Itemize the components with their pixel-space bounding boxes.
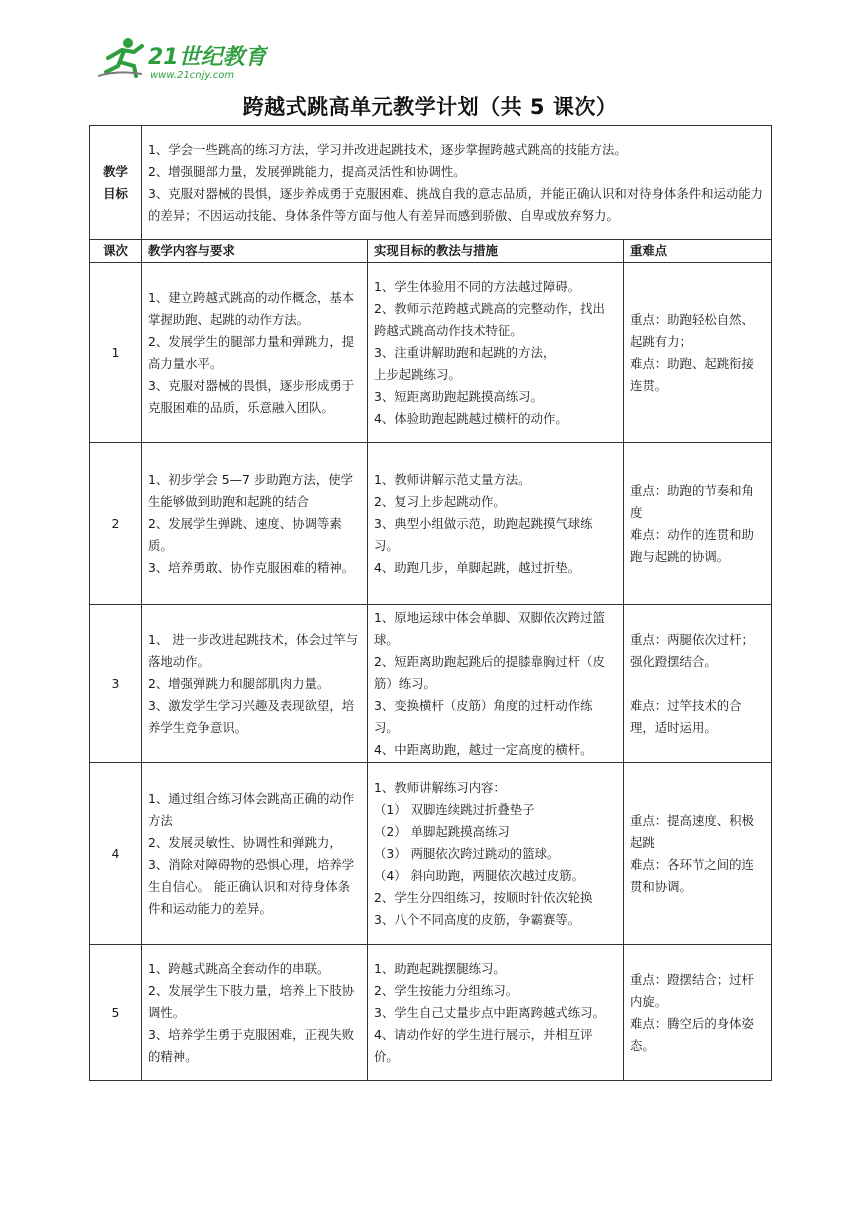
objective-line: 2、增强腿部力量，发展弹跳能力，提高灵活性和协调性。 xyxy=(148,163,466,179)
logo-url: www.21cnjy.com xyxy=(150,70,235,81)
lesson-content-line: 3、激发学生学习兴趣及表现欲望，培养学生竞争意识。 xyxy=(148,697,355,735)
lesson-methods-line: 1、教师讲解示范丈量方法。 xyxy=(374,471,531,487)
lesson-methods xyxy=(368,263,624,443)
lesson-methods-line: 上步起跳练习。 xyxy=(374,366,461,382)
lesson-key-points xyxy=(624,443,772,605)
lesson-methods-line: 2、教师示范跨越式跳高的完整动作，找出跨越式跳高动作技术特征。 xyxy=(374,300,605,338)
header-methods: 实现目标的教法与措施 xyxy=(368,240,624,263)
lesson-key-points-line: 难点：动作的连贯和助跑与起跳的协调。 xyxy=(630,526,754,564)
lesson-key-points xyxy=(624,945,772,1081)
lesson-content xyxy=(142,945,368,1081)
lesson-content xyxy=(142,263,368,443)
lesson-key-points-line: 难点：各环节之间的连贯和协调。 xyxy=(630,856,754,894)
lesson-methods-line: 4、助跑几步，单脚起跳，越过折垫。 xyxy=(374,559,581,575)
objectives-row xyxy=(90,126,772,240)
lesson-content-line: 1、通过组合练习体会跳高正确的动作方法 xyxy=(148,790,355,828)
lesson-methods-line: （1） 双脚连续跳过折叠垫子 xyxy=(374,801,535,817)
lesson-key-points xyxy=(624,263,772,443)
lesson-content-line: 3、克服对器械的畏惧，逐步形成勇于克服困难的品质，乐意融入团队。 xyxy=(148,377,355,415)
lesson-methods-line: 2、学生分四组练习，按顺时针依次轮换 xyxy=(374,889,593,905)
lesson-content-line: 2、发展学生下肢力量，培养上下肢协调性。 xyxy=(148,982,355,1020)
lesson-methods-line: 4、中距离助跑，越过一定高度的横杆。 xyxy=(374,741,593,757)
lesson-key-points xyxy=(624,763,772,945)
lesson-row xyxy=(90,443,772,605)
lesson-row xyxy=(90,263,772,443)
lesson-methods-line: 2、学生按能力分组练习。 xyxy=(374,982,519,998)
lesson-number: 4 xyxy=(90,763,142,945)
lesson-methods-line: 1、学生体验用不同的方法越过障碍。 xyxy=(374,278,581,294)
logo-text: 21世纪教育 xyxy=(148,45,267,70)
lesson-content-line: 3、培养学生勇于克服困难，正视失败的精神。 xyxy=(148,1026,355,1064)
header-row xyxy=(90,240,772,263)
objective-line: 3、克服对器械的畏惧，逐步养成勇于克服困难、挑战自我的意志品质，并能正确认识和对待身体条件和运动能力的差异；不因运动技能、身体条件等方面与他人有差异而感到骄傲、自卑或放弃努力。 xyxy=(148,185,764,223)
lesson-content-line: 1、建立跨越式跳高的动作概念，基本掌握助跑、起跳的动作方法。 xyxy=(148,289,355,327)
lesson-methods-line: （2） 单脚起跳摸高练习 xyxy=(374,823,510,839)
lesson-methods-line: 1、助跑起跳摆腿练习。 xyxy=(374,960,506,976)
objectives-label-text: 教学目标 xyxy=(103,163,128,201)
lesson-content-line: 2、发展学生的腿部力量和弹跳力，提高力量水平。 xyxy=(148,333,355,371)
lesson-methods xyxy=(368,443,624,605)
lesson-key-points-line: 难点：腾空后的身体姿态。 xyxy=(630,1015,754,1053)
header-content: 教学内容与要求 xyxy=(142,240,368,263)
lesson-methods-line: 2、复习上步起跳动作。 xyxy=(374,493,506,509)
lesson-row xyxy=(90,763,772,945)
objective-line: 1、学会一些跳高的练习方法，学习并改进起跳技术，逐步掌握跨越式跳高的技能方法。 xyxy=(148,141,627,157)
lesson-methods-line: 3、典型小组做示范，助跑起跳摸气球练习。 xyxy=(374,515,593,553)
lesson-methods-line: 3、学生自己丈量步点中距离跨越式练习。 xyxy=(374,1004,605,1020)
lesson-key-points xyxy=(624,605,772,763)
lesson-methods-line: 3、变换横杆（皮筋）角度的过杆动作练习。 xyxy=(374,697,593,735)
lesson-number: 5 xyxy=(90,945,142,1081)
lesson-key-points-line: 重点：提高速度、积极起跳 xyxy=(630,812,754,850)
lesson-content-line: 2、发展灵敏性、协调性和弹跳力， xyxy=(148,834,342,850)
lesson-key-points-line: 重点：蹬摆结合；过杆内旋。 xyxy=(630,971,754,1009)
lesson-methods-line: 3、短距离助跑起跳摸高练习。 xyxy=(374,388,543,404)
lesson-key-points-line: 重点：助跑轻松自然、起跳有力； xyxy=(630,311,754,349)
lesson-content-line: 1、 进一步改进起跳技术，体会过竿与落地动作。 xyxy=(148,631,359,669)
lesson-methods-line: 1、教师讲解练习内容： xyxy=(374,779,506,795)
page-title: 跨越式跳高单元教学计划（共 5 课次） xyxy=(242,95,618,119)
objectives-label xyxy=(90,126,142,240)
lesson-row xyxy=(90,605,772,763)
lesson-methods xyxy=(368,763,624,945)
site-logo xyxy=(98,36,268,82)
lesson-methods xyxy=(368,945,624,1081)
lesson-methods-line: 4、请动作好的学生进行展示，并相互评价。 xyxy=(374,1026,593,1064)
header-lesson: 课次 xyxy=(90,240,142,263)
lesson-content-line: 2、增强弹跳力和腿部肌肉力量。 xyxy=(148,675,330,691)
lesson-plan-table xyxy=(89,125,772,1081)
lesson-number: 3 xyxy=(90,605,142,763)
lesson-key-points-line: 难点：助跑、起跳衔接连贯。 xyxy=(630,355,754,393)
lesson-content xyxy=(142,763,368,945)
logo-graphic xyxy=(98,36,268,82)
lesson-methods-line: 4、体验助跑起跳越过横杆的动作。 xyxy=(374,410,568,426)
objectives-content xyxy=(142,126,772,240)
lesson-content-line: 1、初步学会 5—7 步助跑方法，使学生能够做到助跑和起跳的结合 xyxy=(148,471,353,509)
lesson-methods-line: 2、短距离助跑起跳后的提膝靠胸过杆（皮筋）练习。 xyxy=(374,653,605,691)
lesson-methods-line: 3、八个不同高度的皮筋，争霸赛等。 xyxy=(374,911,581,927)
lesson-number: 2 xyxy=(90,443,142,605)
lesson-content-line: 2、发展学生弹跳、速度、协调等素质。 xyxy=(148,515,342,553)
lesson-methods xyxy=(368,605,624,763)
lesson-methods-line: （4） 斜向助跑，两腿依次越过皮筋。 xyxy=(374,867,585,883)
lesson-key-points-line xyxy=(630,673,765,695)
lesson-methods-line: （3） 两腿依次跨过跳动的篮球。 xyxy=(374,845,560,861)
lesson-key-points-line: 难点：过竿技术的合理，适时运用。 xyxy=(630,697,742,735)
lesson-row xyxy=(90,945,772,1081)
lesson-content-line: 1、跨越式跳高全套动作的串联。 xyxy=(148,960,330,976)
lesson-key-points-line: 重点：两腿依次过杆；强化蹬摆结合。 xyxy=(630,631,754,669)
lesson-key-points-line: 重点：助跑的节奏和角度 xyxy=(630,482,754,520)
lesson-content-line: 3、培养勇敢、协作克服困难的精神。 xyxy=(148,559,355,575)
lesson-content-line: 3、消除对障碍物的恐惧心理，培养学生自信心。 能正确认识和对待身体条件和运动能力的差异。 xyxy=(148,856,355,916)
lesson-content xyxy=(142,443,368,605)
lesson-content xyxy=(142,605,368,763)
lesson-number: 1 xyxy=(90,263,142,443)
header-key-points: 重难点 xyxy=(624,240,772,263)
lesson-methods-line: 3、注重讲解助跑和起跳的方法， xyxy=(374,344,556,360)
lesson-methods-line: 1、原地运球中体会单脚、双脚依次跨过篮球。 xyxy=(374,609,605,647)
